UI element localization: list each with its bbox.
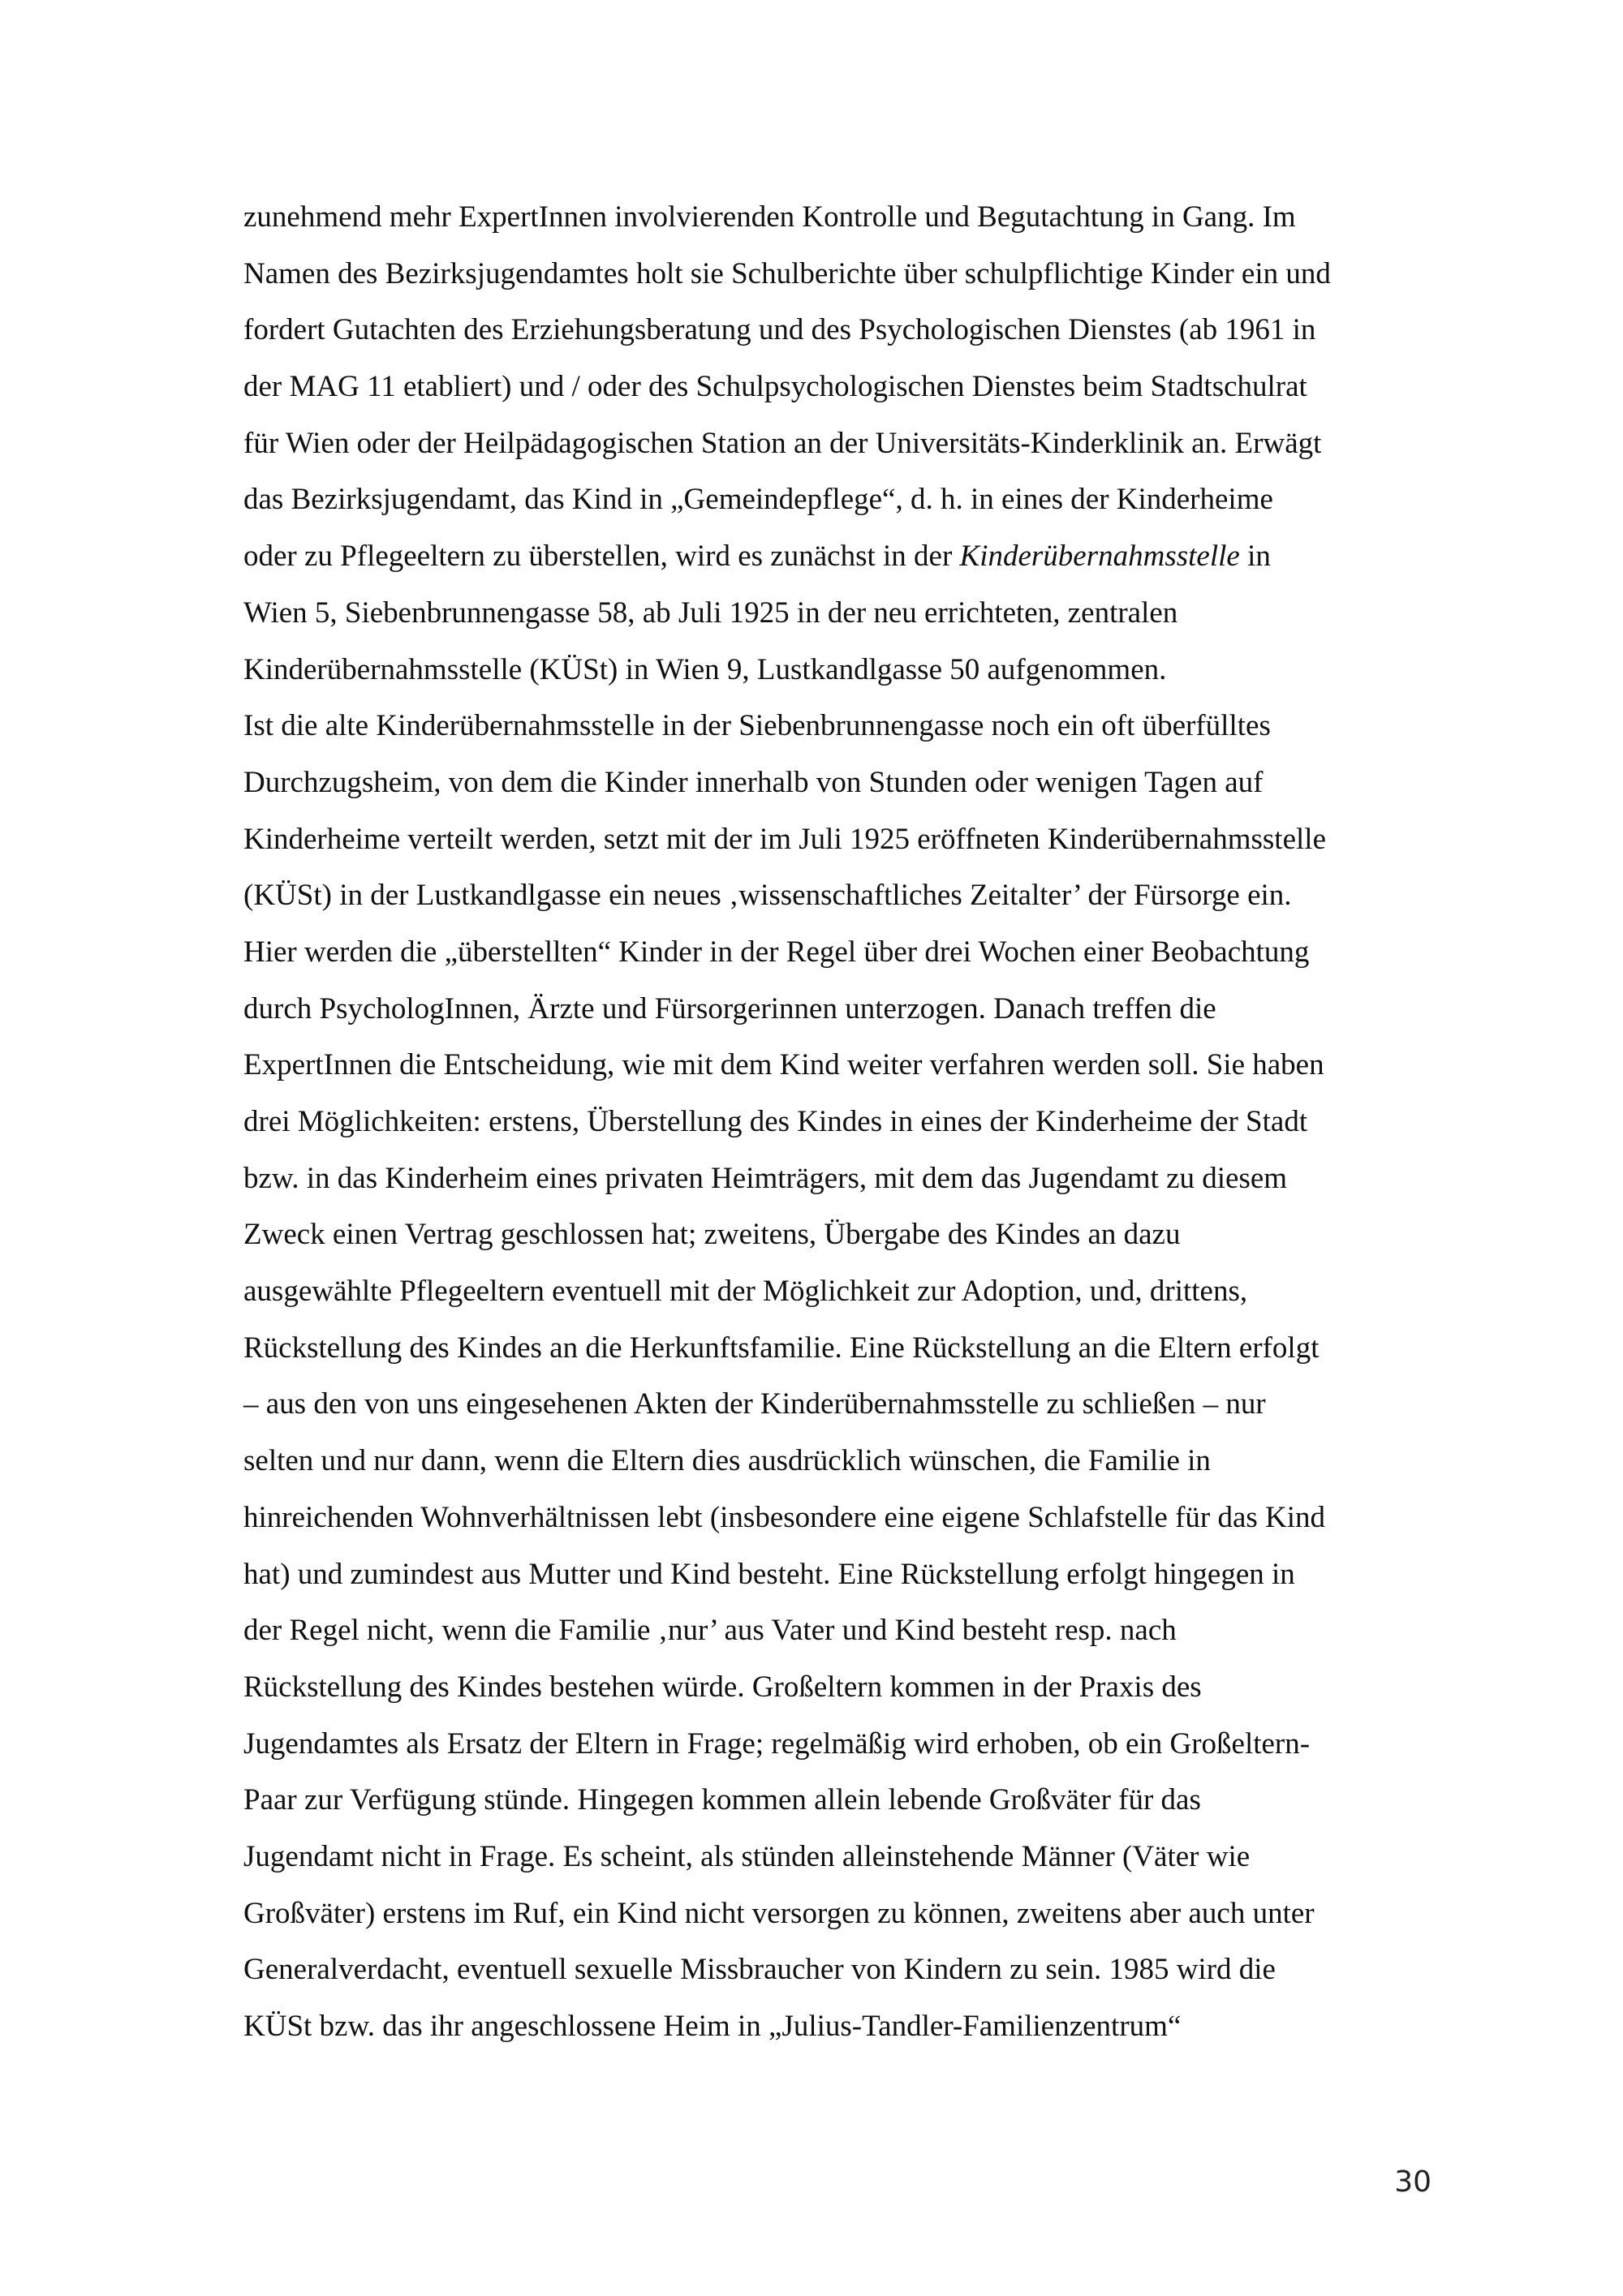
text-line: Kinderheime verteilt werden, setzt mit der im Juli 1925 eröffneten Kinderübernahmsstelle [243,822,1326,856]
page-number: 30 [1394,2165,1431,2199]
text-segment: oder zu Pflegeeltern zu überstellen, wird es zunächst in der [243,540,960,574]
text-line: ExpertInnen die Entscheidung, wie mit dem Kind weiter verfahren werden soll. Sie haben [243,1048,1324,1082]
text-line: (KÜSt) in der Lustkandlgasse ein neues ‚wissenschaftliches Zeitalter’ der Fürsorge ein. [243,879,1292,913]
text-line: drei Möglichkeiten: erstens, Überstellung des Kindes in eines der Kinderheime der Stadt [243,1105,1308,1138]
text-line: Namen des Bezirksjugendamtes holt sie Schulberichte über schulpflichtige Kinder ein und [243,256,1331,290]
text-line: das Bezirksjugendamt, das Kind in „Gemeindepflege“, d. h. in eines der Kinderheime [243,483,1273,517]
text-line: Jugendamtes als Ersatz der Eltern in Frage; regelmäßig wird erhoben, ob ein Großeltern- [243,1726,1311,1761]
italic-term: Kinderübernahmsstelle [959,540,1240,574]
text-line: – aus den von uns eingesehenen Akten der Kinderübernahmsstelle zu schließen – nur [243,1387,1266,1421]
text-line: durch PsychologInnen, Ärzte und Fürsorgerinnen unterzogen. Danach treffen die [243,991,1216,1025]
text-line: Zweck einen Vertrag geschlossen hat; zweitens, Übergabe des Kindes an dazu [243,1218,1181,1252]
body-text [243,189,1428,2055]
text-line: Durchzugsheim, von dem die Kinder innerhalb von Stunden oder wenigen Tagen auf [243,765,1264,799]
text-line: ausgewählte Pflegeeltern eventuell mit der Möglichkeit zur Adoption, und, drittens, [243,1275,1248,1309]
text-line: selten und nur dann, wenn die Eltern dies ausdrücklich wünschen, die Familie in [243,1444,1211,1478]
text-line: Ist die alte Kinderübernahmsstelle in der Siebenbrunnengasse noch ein oft überfülltes [243,709,1271,743]
text-line [243,528,1428,585]
text-line: hinreichenden Wohnverhältnissen lebt (insbesondere eine eigene Schlafstelle für das Kind [243,1500,1326,1534]
text-line: hat) und zumindest aus Mutter und Kind besteht. Eine Rückstellung erfolgt hingegen in [243,1557,1295,1591]
text-line: Wien 5, Siebenbrunnengasse 58, ab Juli 1925 in der neu errichteten, zentralen [243,595,1178,630]
text-line: Rückstellung des Kindes bestehen würde. Großeltern kommen in der Praxis des [243,1670,1202,1704]
text-segment: in [1239,540,1271,574]
text-line: bzw. in das Kinderheim eines privaten Heimträgers, mit dem das Jugendamt zu diesem [243,1161,1288,1195]
text-line: Großväter) erstens im Ruf, ein Kind nicht versorgen zu können, zweitens aber auch unter [243,1896,1315,1930]
text-line: Rückstellung des Kindes an die Herkunftsfamilie. Eine Rückstellung an die Eltern erfolgt [243,1331,1319,1365]
text-line: Generalverdacht, eventuell sexuelle Missbraucher von Kindern zu sein. 1985 wird die [243,1953,1276,1987]
text-line: der MAG 11 etabliert) und / oder des Schulpsychologischen Dienstes beim Stadtschulrat [243,370,1307,404]
text-line: fordert Gutachten des Erziehungsberatung und des Psychologischen Dienstes (ab 1961 in [243,313,1316,347]
text-line: Hier werden die „überstellten“ Kinder in der Regel über drei Wochen einer Beobachtung [243,935,1310,969]
text-line: Paar zur Verfügung stünde. Hingegen kommen allein lebende Großväter für das [243,1783,1201,1817]
text-line: KÜSt bzw. das ihr angeschlossene Heim in „Julius-Tandler-Familienzentrum“ [243,2010,1182,2043]
text-line: zunehmend mehr ExpertInnen involvierenden Kontrolle und Begutachtung in Gang. Im [243,200,1296,234]
text-line: Jugendamt nicht in Frage. Es scheint, als stünden alleinstehende Männer (Väter wie [243,1839,1251,1873]
text-line: Kinderübernahmsstelle (KÜSt) in Wien 9, Lustkandlgasse 50 aufgenommen. [243,652,1167,686]
text-line: der Regel nicht, wenn die Familie ‚nur’ aus Vater und Kind besteht resp. nach [243,1614,1177,1648]
text-line: für Wien oder der Heilpädagogischen Station an der Universitäts-Kinderklinik an. Erwägt [243,426,1322,460]
